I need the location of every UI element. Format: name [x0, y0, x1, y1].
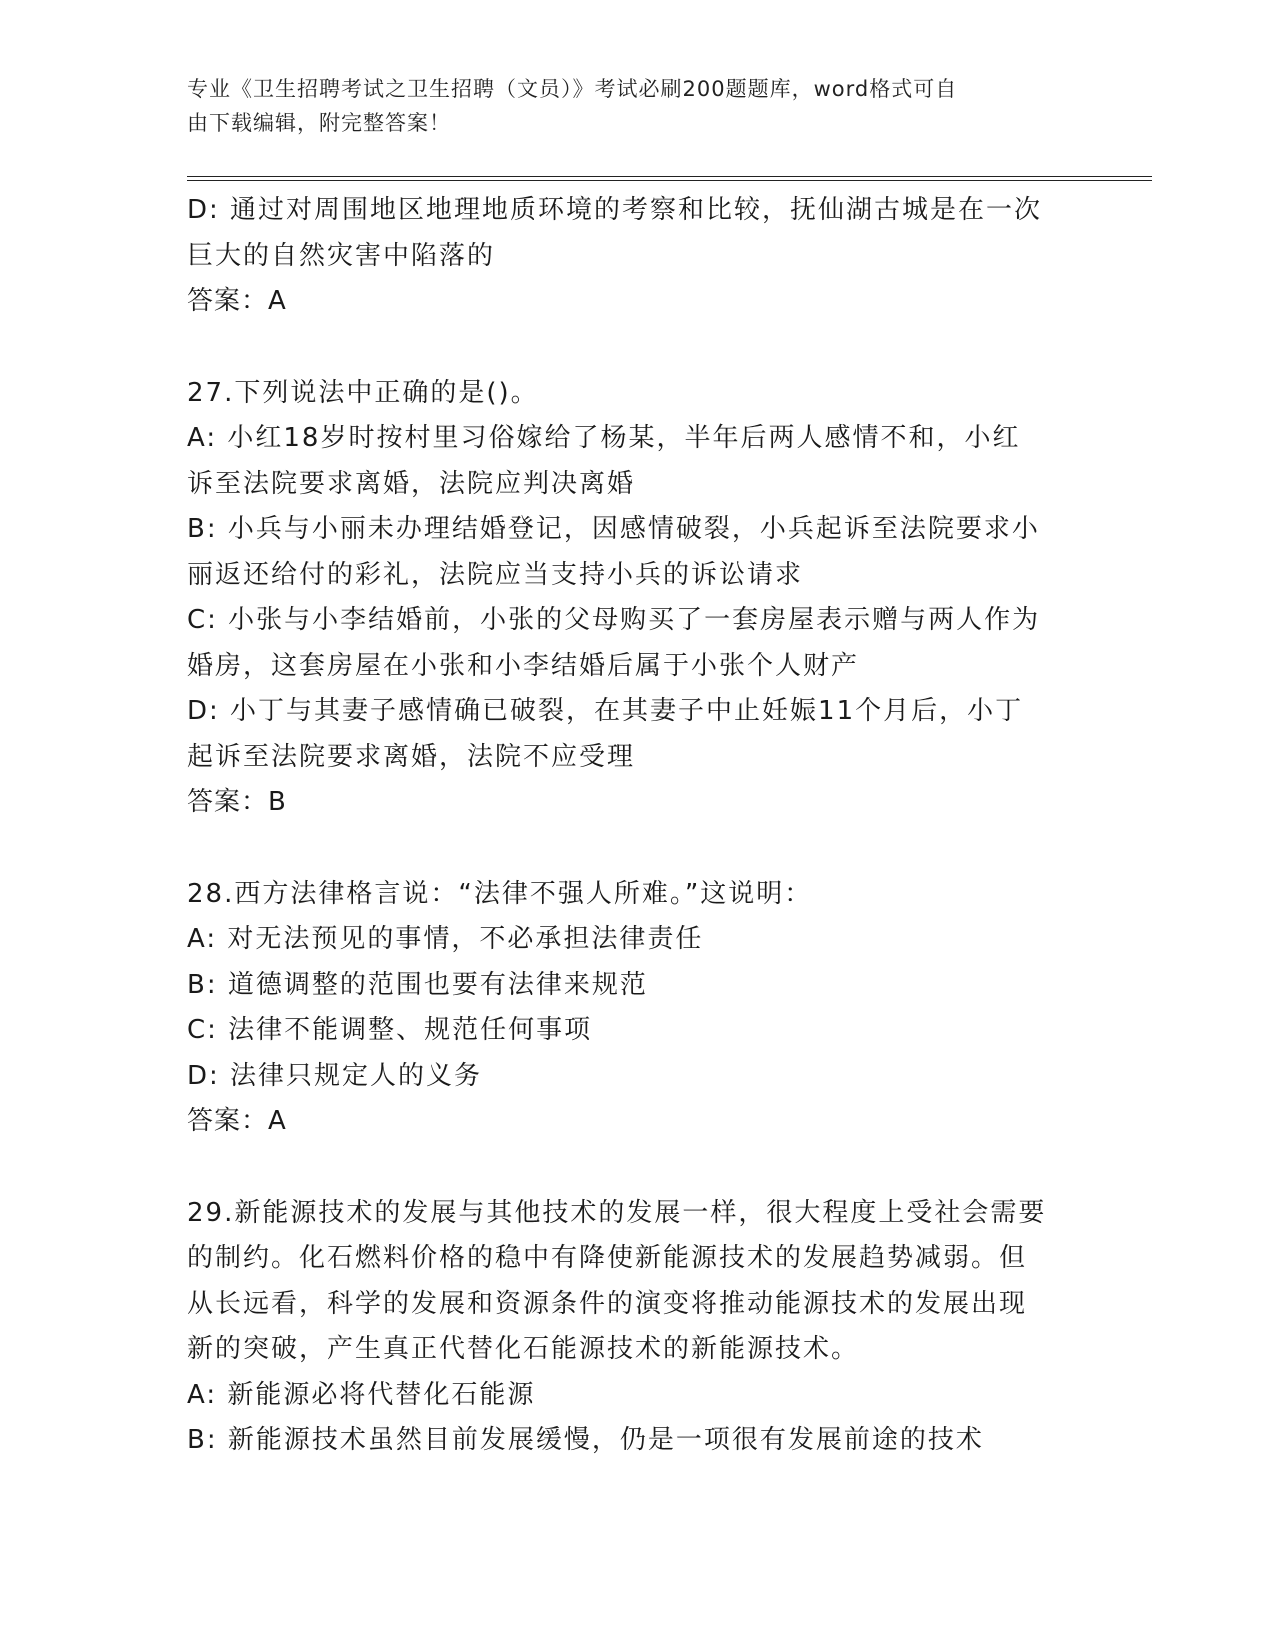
- question-stem: 28.西方法律格言说：“法律不强人所难。”这说明：: [187, 878, 813, 909]
- option-b-line-1: B: 小兵与小丽未办理结婚登记，因感情破裂，小兵起诉至法院要求小: [187, 514, 1040, 544]
- option-d-line-1: D: 通过对周围地区地理地质环境的考察和比较，抚仙湖古城是在一次: [187, 195, 1043, 225]
- option-a-line-2: 诉至法院要求离婚，法院应判决离婚: [187, 468, 636, 499]
- option-b: B: 新能源技术虽然目前发展缓慢，仍是一项很有发展前途的技术: [187, 1425, 984, 1455]
- option-b: B: 道德调整的范围也要有法律来规范: [187, 969, 648, 1000]
- question-stem-line-3: 从长远看，科学的发展和资源条件的演变将推动能源技术的发展出现: [187, 1288, 1028, 1319]
- question-26: [187, 188, 1087, 325]
- option-d-line-2: 起诉至法院要求离婚，法院不应受理: [187, 741, 636, 772]
- question-stem-line-1: 29.新能源技术的发展与其他技术的发展一样，很大程度上受社会需要: [187, 1197, 1047, 1228]
- answer-line: 答案：A: [187, 286, 287, 316]
- spacer: [187, 1145, 1087, 1191]
- question-stem-line-4: 新的突破，产生真正代替化石能源技术的新能源技术。: [187, 1334, 860, 1364]
- spacer: [187, 325, 1087, 371]
- question-28: [187, 872, 1087, 1145]
- question-stem: 27.下列说法中正确的是()。: [187, 377, 539, 408]
- option-d: D: 法律只规定人的义务: [187, 1060, 483, 1091]
- answer-line: 答案：A: [187, 1106, 287, 1136]
- header-divider: [187, 176, 1152, 181]
- option-a-line-1: A: 小红18岁时按村里习俗嫁给了杨某，半年后两人感情不和，小红: [187, 423, 1021, 453]
- option-d-line-1: D: 小丁与其妻子感情确已破裂，在其妻子中止妊娠11个月后，小丁: [187, 696, 1024, 726]
- option-b-line-2: 丽返还给付的彩礼，法院应当支持小兵的诉讼请求: [187, 559, 804, 590]
- option-c-line-1: C: 小张与小李结婚前，小张的父母购买了一套房屋表示赠与两人作为: [187, 605, 1041, 635]
- question-29: [187, 1191, 1087, 1464]
- option-a: A: 对无法预见的事情，不必承担法律责任: [187, 924, 704, 954]
- answer-line: 答案：B: [187, 787, 287, 817]
- header-line-1: 专业《卫生招聘考试之卫生招聘（文员）》考试必刷200题题库，word格式可自: [187, 77, 958, 101]
- header-line-2: 由下载编辑，附完整答案！: [187, 111, 451, 135]
- document-header: [187, 72, 1077, 140]
- spacer: [187, 826, 1087, 872]
- option-d-line-2: 巨大的自然灾害中陷落的: [187, 240, 496, 271]
- question-27: [187, 371, 1087, 826]
- option-c: C: 法律不能调整、规范任何事项: [187, 1015, 593, 1045]
- question-stem-line-2: 的制约。化石燃料价格的稳中有降使新能源技术的发展趋势减弱。但: [187, 1243, 1028, 1273]
- option-c-line-2: 婚房，这套房屋在小张和小李结婚后属于小张个人财产: [187, 650, 860, 681]
- document-body: [187, 188, 1087, 1464]
- option-a: A: 新能源必将代替化石能源: [187, 1379, 536, 1410]
